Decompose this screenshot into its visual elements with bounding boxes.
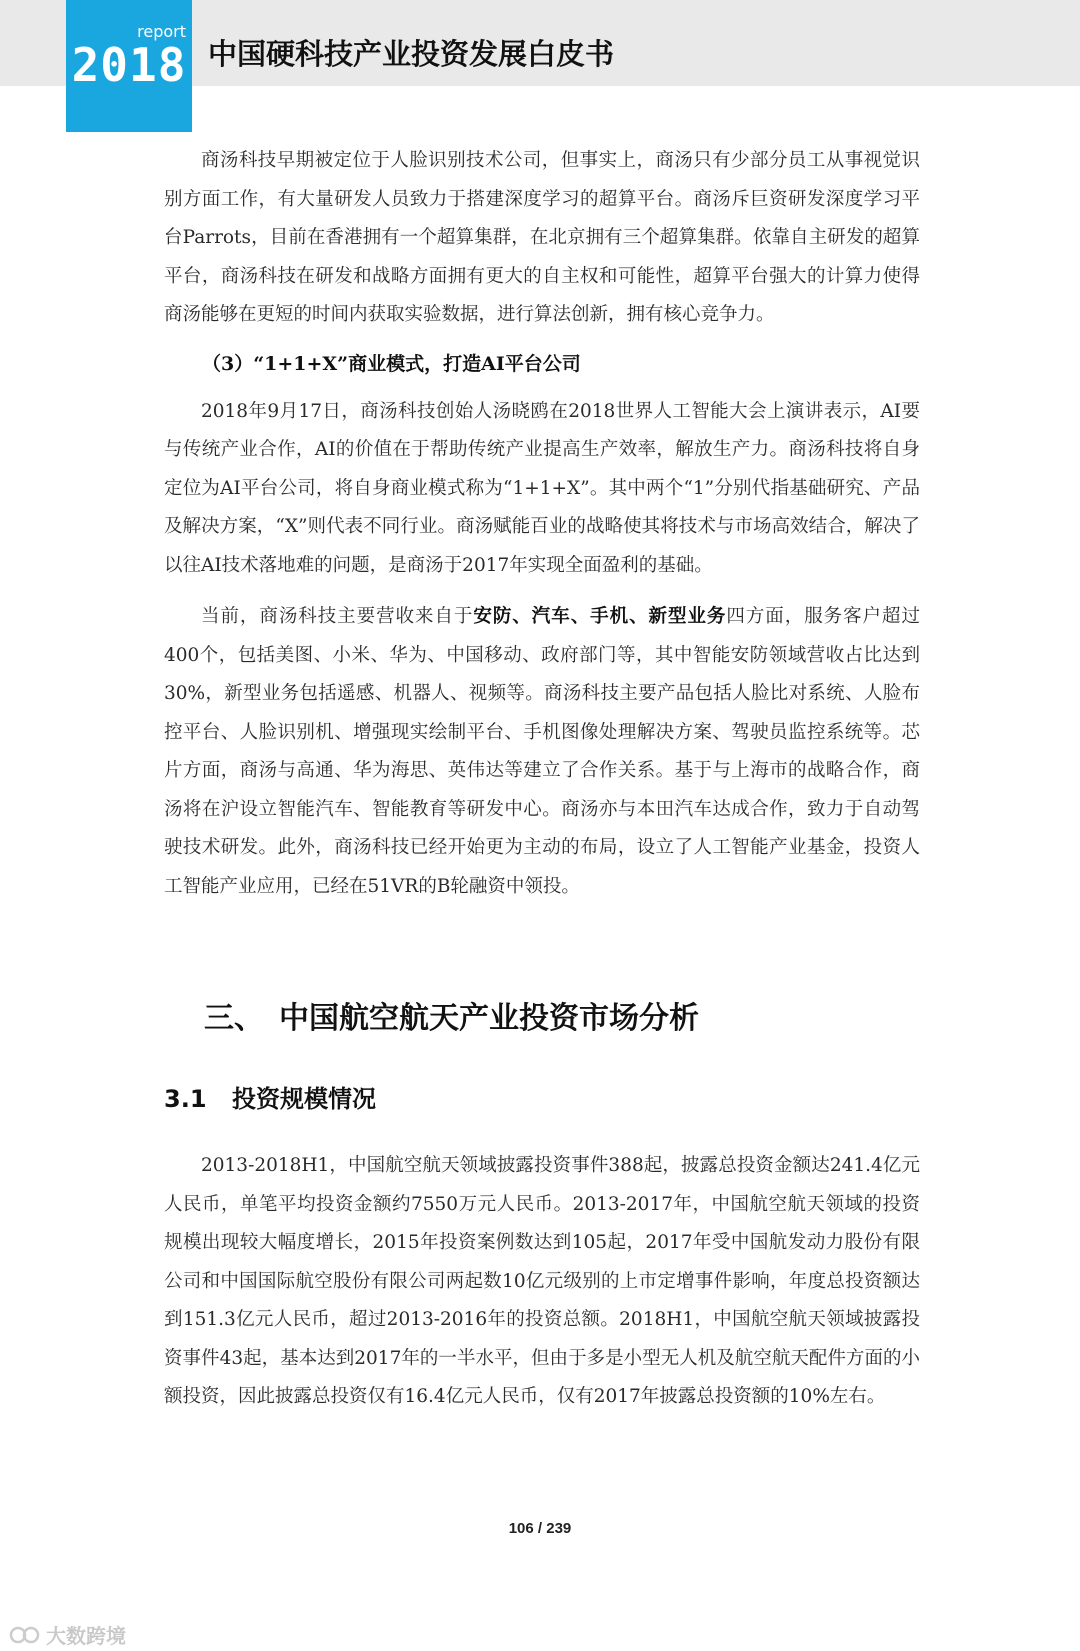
keyword-auto: 汽车 [531, 606, 571, 627]
body-content [164, 142, 920, 906]
paragraph-3-rest: 四方面，服务客户超过400个，包括美图、小米、华为、中国移动、政府部门等，其中智能安防领域营收占比达到30%，新型业务包括遥感、机器人、视频等。商汤科技主要产品包括人脸比对系统、人脸布控平台、人脸识别机、增强现实绘制平台、手机图像处理解决方案、驾驶员监控系统等。芯片方面，商汤与高通、华为海思、英伟达等建立了合作关系。基于与上海市的战略合作，商汤将在沪设立智能汽车、智能教育等研发中心。商汤亦与本田汽车达成合作，致力于自动驾驶技术研发。此外，商汤科技已经开始更为主动的布局，设立了人工智能产业基金，投资人工智能产业应用，已经在51VR的B轮融资中领投。 [164, 606, 920, 897]
subsection-heading [164, 1079, 376, 1114]
section-number: 三、 [204, 1001, 264, 1036]
subsection-title-text: 投资规模情况 [232, 1085, 376, 1113]
paragraph-4: 2013-2018H1，中国航空航天领域披露投资事件388起，披露总投资金额达241.4亿元人民币，单笔平均投资金额约7550万元人民币。2013-2017年，中国航空航天领域的投资规模出现较大幅度增长，2015年投资案例数达到105起，2017年受中国航发动力股份有限公司和中国国际航空股份有限公司两起数10亿元级别的上市定增事件影响，年度总投资额达到151.3亿元人民币，超过2013-2016年的投资总额。2018H1，中国航空航天领域披露投资事件43起，基本达到2017年的一半水平，但由于多是小型无人机及航空航天配件方面的小额投资，因此披露总投资仅有16.4亿元人民币，仅有2017年披露总投资额的10%左右。 [164, 1155, 920, 1407]
keyword-security: 安防 [473, 606, 513, 627]
logo-report-text: report [137, 22, 186, 41]
keyword-phone: 手机 [590, 606, 630, 627]
document-title: 中国硬科技产业投资发展白皮书 [208, 37, 615, 71]
sub-heading-business-model: （3）“1+1+X”商业模式，打造AI平台公司 [202, 352, 581, 375]
keyword-new-business: 新型业务 [648, 606, 727, 627]
section-body-content [164, 1147, 920, 1417]
logo-year-text: 2018 [71, 38, 187, 92]
paragraph-1: 商汤科技早期被定位于人脸识别技术公司，但事实上，商汤只有少部分员工从事视觉识别方面工作，有大量研发人员致力于搭建深度学习的超算平台。商汤斥巨资研发深度学习平台Parrots，目前在香港拥有一个超算集群，在北京拥有三个超算集群。依靠自主研发的超算平台，商汤科技在研发和战略方面拥有更大的自主权和可能性，超算平台强大的计算力使得商汤能够在更短的时间内获取实验数据，进行算法创新，拥有核心竞争力。 [164, 150, 920, 325]
section-title-text: 中国航空航天产业投资市场分析 [279, 1001, 699, 1036]
watermark-text: 大数跨境 [46, 1624, 126, 1648]
report-logo [66, 0, 192, 132]
page-number: 106 / 239 [508, 1520, 572, 1537]
section-heading [204, 993, 699, 1037]
paragraph-3 [164, 598, 920, 906]
keyword-separator-3: 、 [629, 606, 649, 627]
watermark-logo-icon [8, 1623, 42, 1647]
paragraph-2: 2018年9月17日，商汤科技创始人汤晓鸥在2018世界人工智能大会上演讲表示，AI要与传统产业合作，AI的价值在于帮助传统产业提高生产效率，解放生产力。商汤科技将自身定位为AI平台公司，将自身商业模式称为“1+1+X”。其中两个“1”分别代指基础研究、产品及解决方案，“X”则代表不同行业。商汤赋能百业的战略使其将技术与市场高效结合，解决了以往AI技术落地难的问题，是商汤于2017年实现全面盈利的基础。 [164, 400, 920, 576]
paragraph-3-intro: 当前，商汤科技主要营收来自于 [201, 606, 474, 627]
subsection-number: 3.1 [164, 1085, 207, 1113]
keyword-separator-2: 、 [570, 606, 591, 627]
keyword-separator-1: 、 [512, 606, 532, 627]
watermark [8, 1620, 126, 1649]
